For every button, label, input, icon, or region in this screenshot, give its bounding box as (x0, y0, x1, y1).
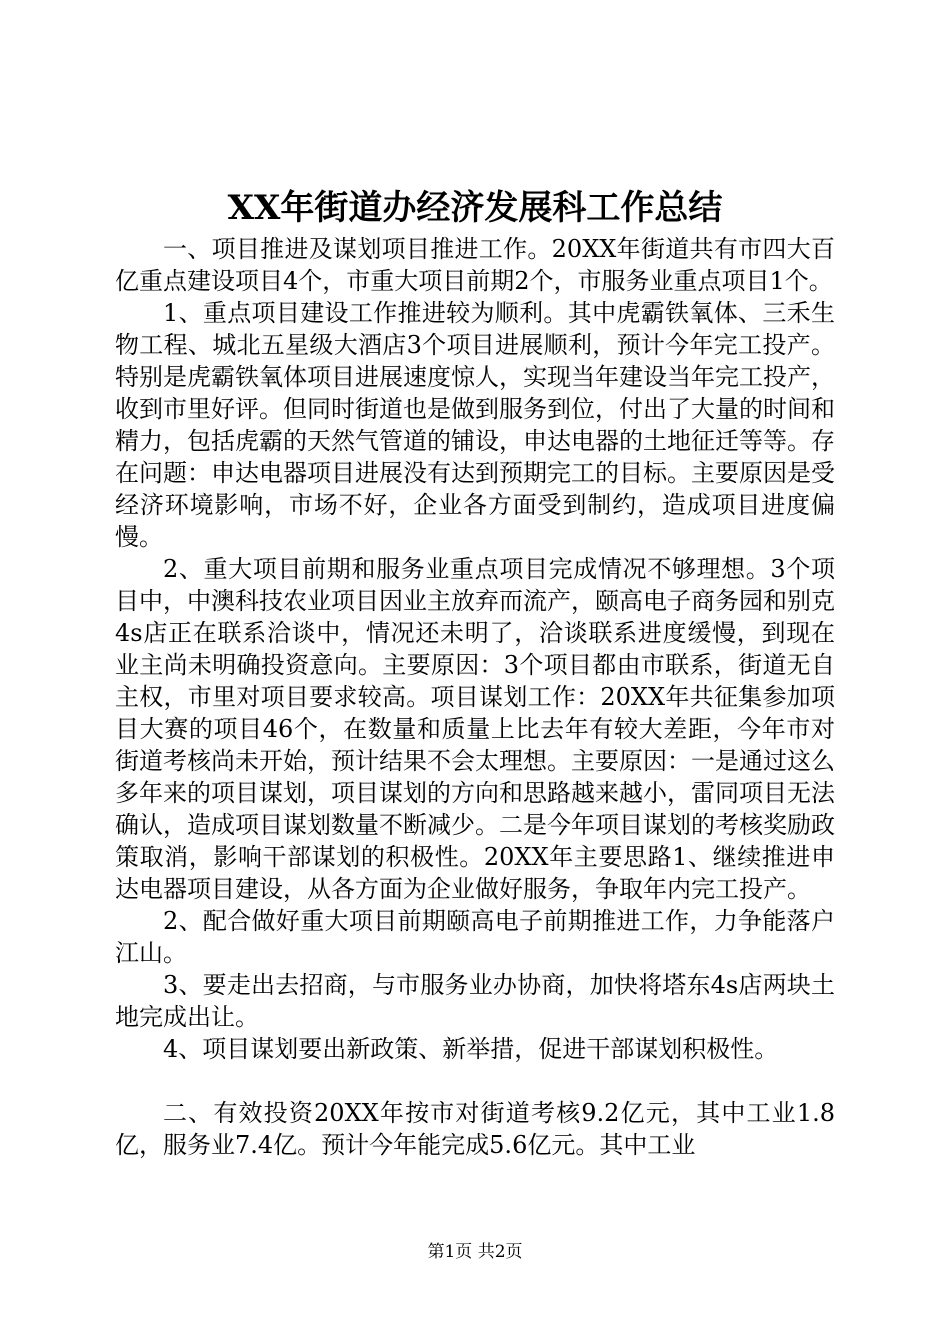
paragraph-plan-item-4: 4、项目谋划要出新政策、新举措，促进干部谋划积极性。 (163, 1035, 779, 1063)
paragraph-major-projects: 2、重大项目前期和服务业重点项目完成情况不够理想。3个项目中，中澳科技农业项目因业主放弃而流产，颐高电子商务园和别克4s店正在联系洽谈中，情况还未明了，洽谈联系进度缓慢，到现在业主尚未明确投资意向。主要原因：3个项目都由市联系，街道无自主权，市里对项目要求较高。项目谋划工作：20XX年共征集参加项目大赛的项目46个，在数量和质量上比去年有较大差距，今年市对街道考核尚未开始，预计结果不会太理想。主要原因：一是通过这么多年来的项目谋划，项目谋划的方向和思路越来越小，雷同项目无法确认，造成项目谋划数量不断减少。二是今年项目谋划的考核奖励政策取消，影响干部谋划的积极性。20XX年主要思路1、继续推进申达电器项目建设，从各方面为企业做好服务，争取年内完工投产。 (115, 555, 835, 903)
page-footer: 第1页 共2页 (427, 1242, 523, 1262)
paragraph-project-overview: 一、项目推进及谋划项目推进工作。20XX年街道共有市四大百亿重点建设项目4个，市重大项目前期2个，市服务业重点项目1个。 (115, 235, 835, 295)
document-body (115, 233, 835, 1161)
paragraph-plan-item-2: 2、配合做好重大项目前期颐高电子前期推进工作，力争能落户江山。 (115, 907, 835, 967)
document-title: XX年街道办经济发展科工作总结 (227, 188, 723, 228)
paragraph-spacer (115, 1065, 835, 1097)
paragraph-investment: 二、有效投资20XX年按市对街道考核9.2亿元，其中工业1.8亿，服务业7.4亿。预计今年能完成5.6亿元。其中工业 (115, 1099, 835, 1159)
paragraph-plan-item-3: 3、要走出去招商，与市服务业办协商，加快将塔东4s店两块土地完成出让。 (115, 971, 835, 1031)
paragraph-key-projects: 1、重点项目建设工作推进较为顺利。其中虎霸铁氧体、三禾生物工程、城北五星级大酒店3个项目进展顺利，预计今年完工投产。特别是虎霸铁氧体项目进展速度惊人，实现当年建设当年完工投产，收到市里好评。但同时街道也是做到服务到位，付出了大量的时间和精力，包括虎霸的天然气管道的铺设，申达电器的土地征迁等等。存在问题：申达电器项目进展没有达到预期完工的目标。主要原因是受经济环境影响，市场不好，企业各方面受到制约，造成项目进度偏慢。 (115, 299, 835, 551)
